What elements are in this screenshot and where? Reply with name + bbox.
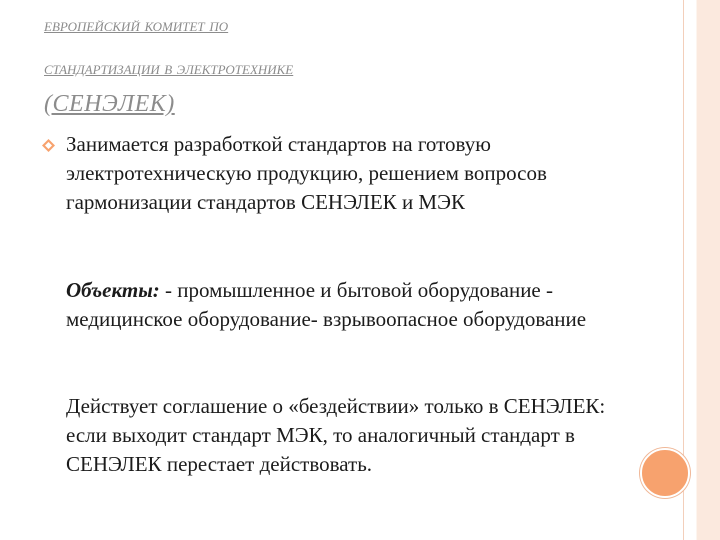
bullet-paragraph: Занимается разработкой стандартов на готовую электротехническую продукцию, решением вопросов гармонизации стандартов СЕНЭЛЕК и МЭК [66, 132, 547, 214]
objects-paragraph [66, 276, 636, 334]
title-line-2: стандартизации в электротехнике [44, 58, 294, 78]
diamond-bullet-icon [42, 139, 55, 152]
orange-circle-icon [640, 448, 690, 498]
title-line-3: (СЕНЭЛЕК) [44, 91, 175, 117]
agreement-paragraph: Действует соглашение о «бездействии» только в СЕНЭЛЕК: если выходит стандарт МЭК, то аналогичный стандарт в СЕНЭЛЕК перестает действовать. [66, 394, 606, 476]
objects-text: - промышленное и бытовой оборудование - медицинское оборудование- взрывоопасное оборудование [66, 278, 587, 331]
slide-side-strip [697, 0, 720, 540]
title-line-1: европейский комитет по [44, 15, 229, 36]
slide-title [44, 14, 644, 118]
objects-label: Объекты: [66, 278, 160, 302]
